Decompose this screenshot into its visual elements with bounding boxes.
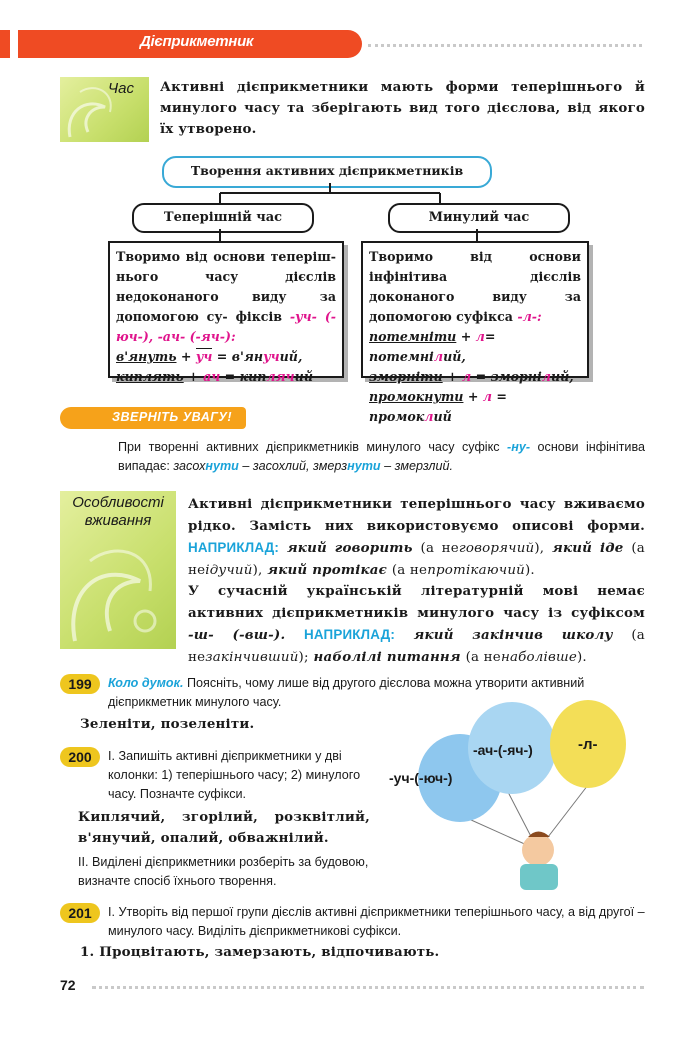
past-example-3: промокнути + л = промоклий: [369, 389, 507, 424]
section-time-label-box: [60, 77, 149, 142]
present-description: Творимо від основи теперіш- нього часу дієслів недоконаного виду за допомогою су- фіксів -уч- (-юч-), -ач- (-яч-):: [116, 249, 337, 344]
leaf-ornament-icon: [60, 77, 149, 142]
balloon-label-l: -л-: [578, 736, 598, 753]
diagram-title: Творення активних дієприкметників: [162, 156, 492, 188]
section-time-label: Час: [108, 80, 134, 97]
past-tense-pill: Минулий час: [388, 203, 570, 233]
past-example-1: потемніти + л= потемнілий,: [369, 329, 496, 364]
present-example-2: киплять + ач = киплячий: [116, 369, 313, 384]
past-suffix: -л-:: [517, 309, 542, 324]
exercise-200-task-2: ІІ. Виділені дієприкметники розберіть за будовою, визначте спосіб їхнього творення.: [78, 855, 369, 888]
page-number: 72: [60, 977, 76, 993]
exercise-200-task-1: І. Запишіть активні дієприкметники у дві колонки: 1) теперішнього часу; 2) минулого часу. Позначте суфікси.: [108, 749, 361, 801]
exercise-199-number: 199: [60, 674, 100, 694]
balloon-label-ach: -ач-(-яч-): [473, 742, 533, 758]
footer-dotted-line: [92, 986, 644, 989]
exercise-199-words: Зеленіти, позеленіти.: [80, 716, 255, 732]
page-header-title: Дієприкметник: [140, 33, 254, 50]
exercise-200-words: Киплячий, згорілий, розквітлий, в'янучий, опалий, обважнілий.: [78, 809, 370, 846]
header-strip: [0, 30, 10, 58]
present-suffixes: -уч- (-юч-), -ач- (-яч-):: [116, 309, 337, 344]
present-tense-rule-box: [108, 241, 344, 384]
exercise-201-line-1: 1. Процвітають, замерзають, відпочивають.: [80, 944, 440, 960]
section-usage-label: Особливості вживання: [72, 494, 164, 529]
present-tense-pill: Теперішній час: [132, 203, 314, 233]
attention-label: ЗВЕРНІТЬ УВАГУ!: [112, 410, 233, 424]
exercise-201-number: 201: [60, 903, 100, 923]
boy-head-icon: [522, 834, 554, 866]
exercise-200-number: 200: [60, 747, 100, 767]
past-tense-rule-box: [361, 241, 589, 424]
past-description: Творимо від основи інфінітива дієслів доконаного виду за допомогою суфікса -л-:: [369, 249, 581, 324]
header-dotted-line: [368, 44, 642, 47]
balloons-illustration: [388, 700, 648, 890]
exercise-201-task: І. Утворіть від першої групи дієслів активні дієприкметники теперішнього часу, а від другої – минулого часу. Виділіть дієприкметникові суфікси.: [108, 905, 645, 938]
section-usage-text: Активні дієприкметники теперішнього часу вживаємо рідко. Замість них використовуємо описові форми. НАПРИКЛАД: який говорить (а неговорячий), який іде (а неідучий), який протікає (а непротікаючий). У сучасній українській літературній мові немає активних дієприкметників минулого часу із суфіксом -ш- (-вш-). НАПРИКЛАД: який закінчив школу (а незакінчивший); наболілі питання (а ненаболівше).: [188, 496, 645, 665]
section-time-text: Активні дієприкметники мають форми теперішнього й минулого часу та зберігають вид того дієслова, від якого їх утворено.: [160, 79, 645, 137]
past-example-2: зморніти + л = зморнілий,: [369, 369, 574, 384]
boy-shirt-icon: [520, 864, 558, 890]
attention-text: При творенні активних дієприкметників минулого часу суфікс -ну- основи інфінітива випадає: засохнути – засохлий, змерзнути – змерзлий.: [118, 440, 646, 473]
present-example-1: в'януть + уч = в'янучий,: [116, 349, 303, 364]
exercise-199-task: Коло думок. Поясніть, чому лише від другого дієслова можна утворити активний дієприкметник минулого часу.: [108, 676, 585, 709]
balloon-label-uch: -уч-(-юч-): [389, 770, 453, 786]
